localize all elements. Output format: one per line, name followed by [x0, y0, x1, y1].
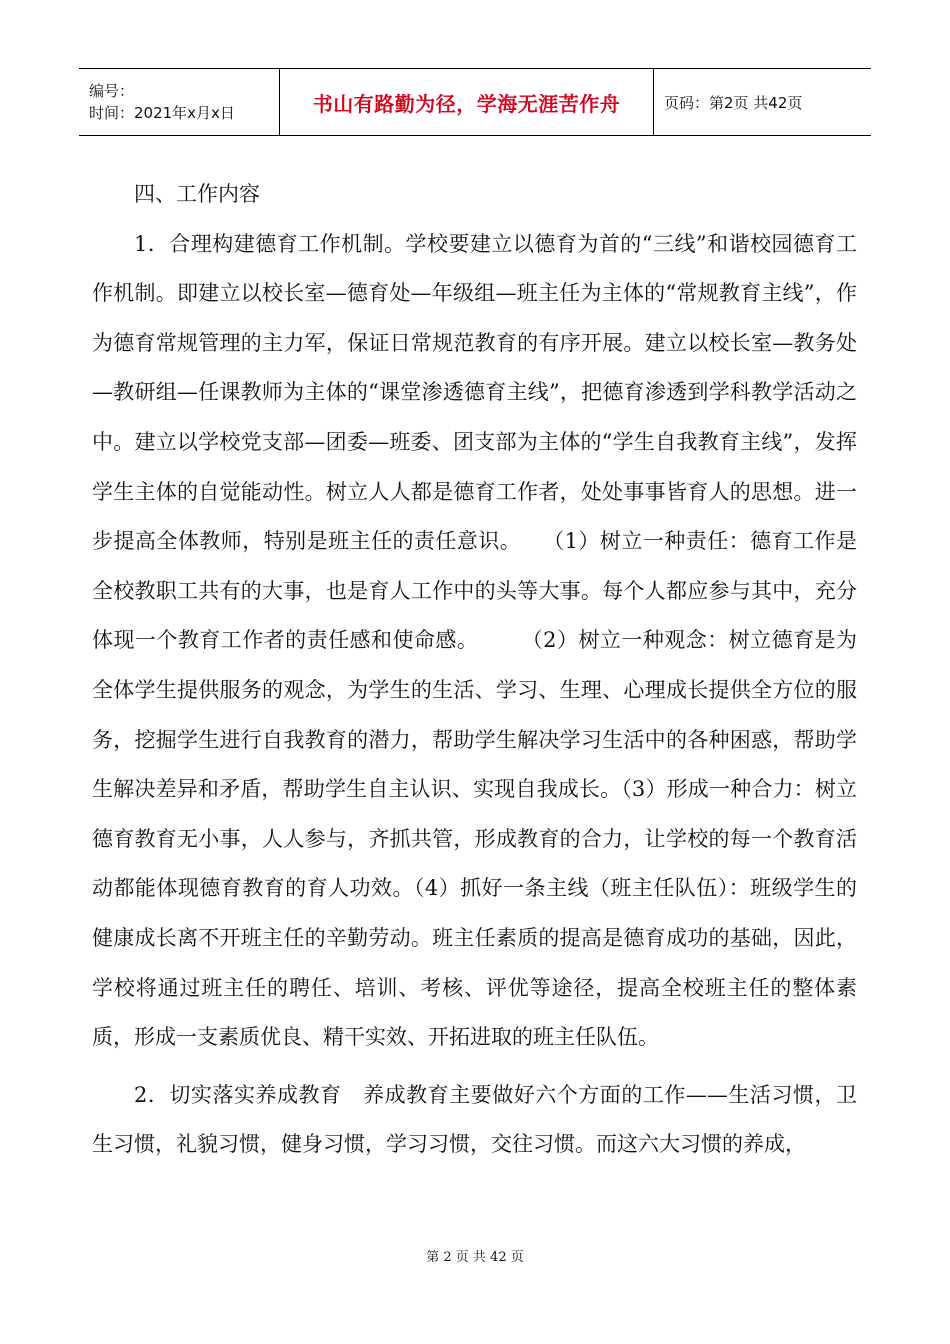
- header-time-label: 时间：2021年x月x日: [89, 104, 235, 122]
- header-motto: 书山有路勤为径，学海无涯苦作舟: [280, 69, 654, 135]
- header-meta-cell: [79, 69, 280, 135]
- body-paragraph-1: 1．合理构建德育工作机制。学校要建立以德育为首的“三线”和谐校园德育工作机制。即建立以校长室—德育处—年级组—班主任为主体的“常规教育主线”，作为德育常规管理的主力军，保证日常规范教育的有序开展。建立以校长室—教务处—教研组—任课教师为主体的“课堂渗透德育主线”，把德育渗透到学科教学活动之中。建立以学校党支部—团委—班委、团支部为主体的“学生自我教育主线”，发挥学生主体的自觉能动性。树立人人都是德育工作者，处处事事皆育人的思想。进一步提高全体教师，特别是班主任的责任意识。 （1）树立一种责任：德育工作是全校教职工共有的大事，也是育人工作中的头等大事。每个人都应参与其中，充分体现一个教育工作者的责任感和使命感。 （2）树立一种观念：树立德育是为全体学生提供服务的观念，为学生的生活、学习、生理、心理成长提供全方位的服务，挖掘学生进行自我教育的潜力，帮助学生解决学习生活中的各种困惑，帮助学生解决差异和矛盾，帮助学生自主认识、实现自我成长。（3）形成一种合力：树立德育教育无小事，人人参与，齐抓共管，形成教育的合力，让学校的每一个教育活动都能体现德育教育的育人功效。（4）抓好一条主线（班主任队伍）：班级学生的健康成长离不开班主任的辛勤劳动。班主任素质的提高是德育成功的基础，因此，学校将通过班主任的聘任、培训、考核、评优等途径，提高全校班主任的整体素质，形成一支素质优良、精干实效、开拓进取的班主任队伍。: [92, 231, 857, 1050]
- page-footer: 第 2 页 共 42 页: [426, 1250, 524, 1265]
- section-heading: 四、工作内容: [134, 182, 260, 206]
- document-body: [92, 170, 857, 1170]
- body-paragraph-2: 2．切实落实养成教育 养成教育主要做好六个方面的工作——生活习惯，卫生习惯，礼貌习惯，健身习惯，学习习惯，交往习惯。而这六大习惯的养成，: [92, 1082, 857, 1157]
- header-page-info: 页码：第2页 共42页: [664, 93, 803, 112]
- document-header: [79, 68, 871, 136]
- header-number-label: 编号：: [89, 82, 135, 100]
